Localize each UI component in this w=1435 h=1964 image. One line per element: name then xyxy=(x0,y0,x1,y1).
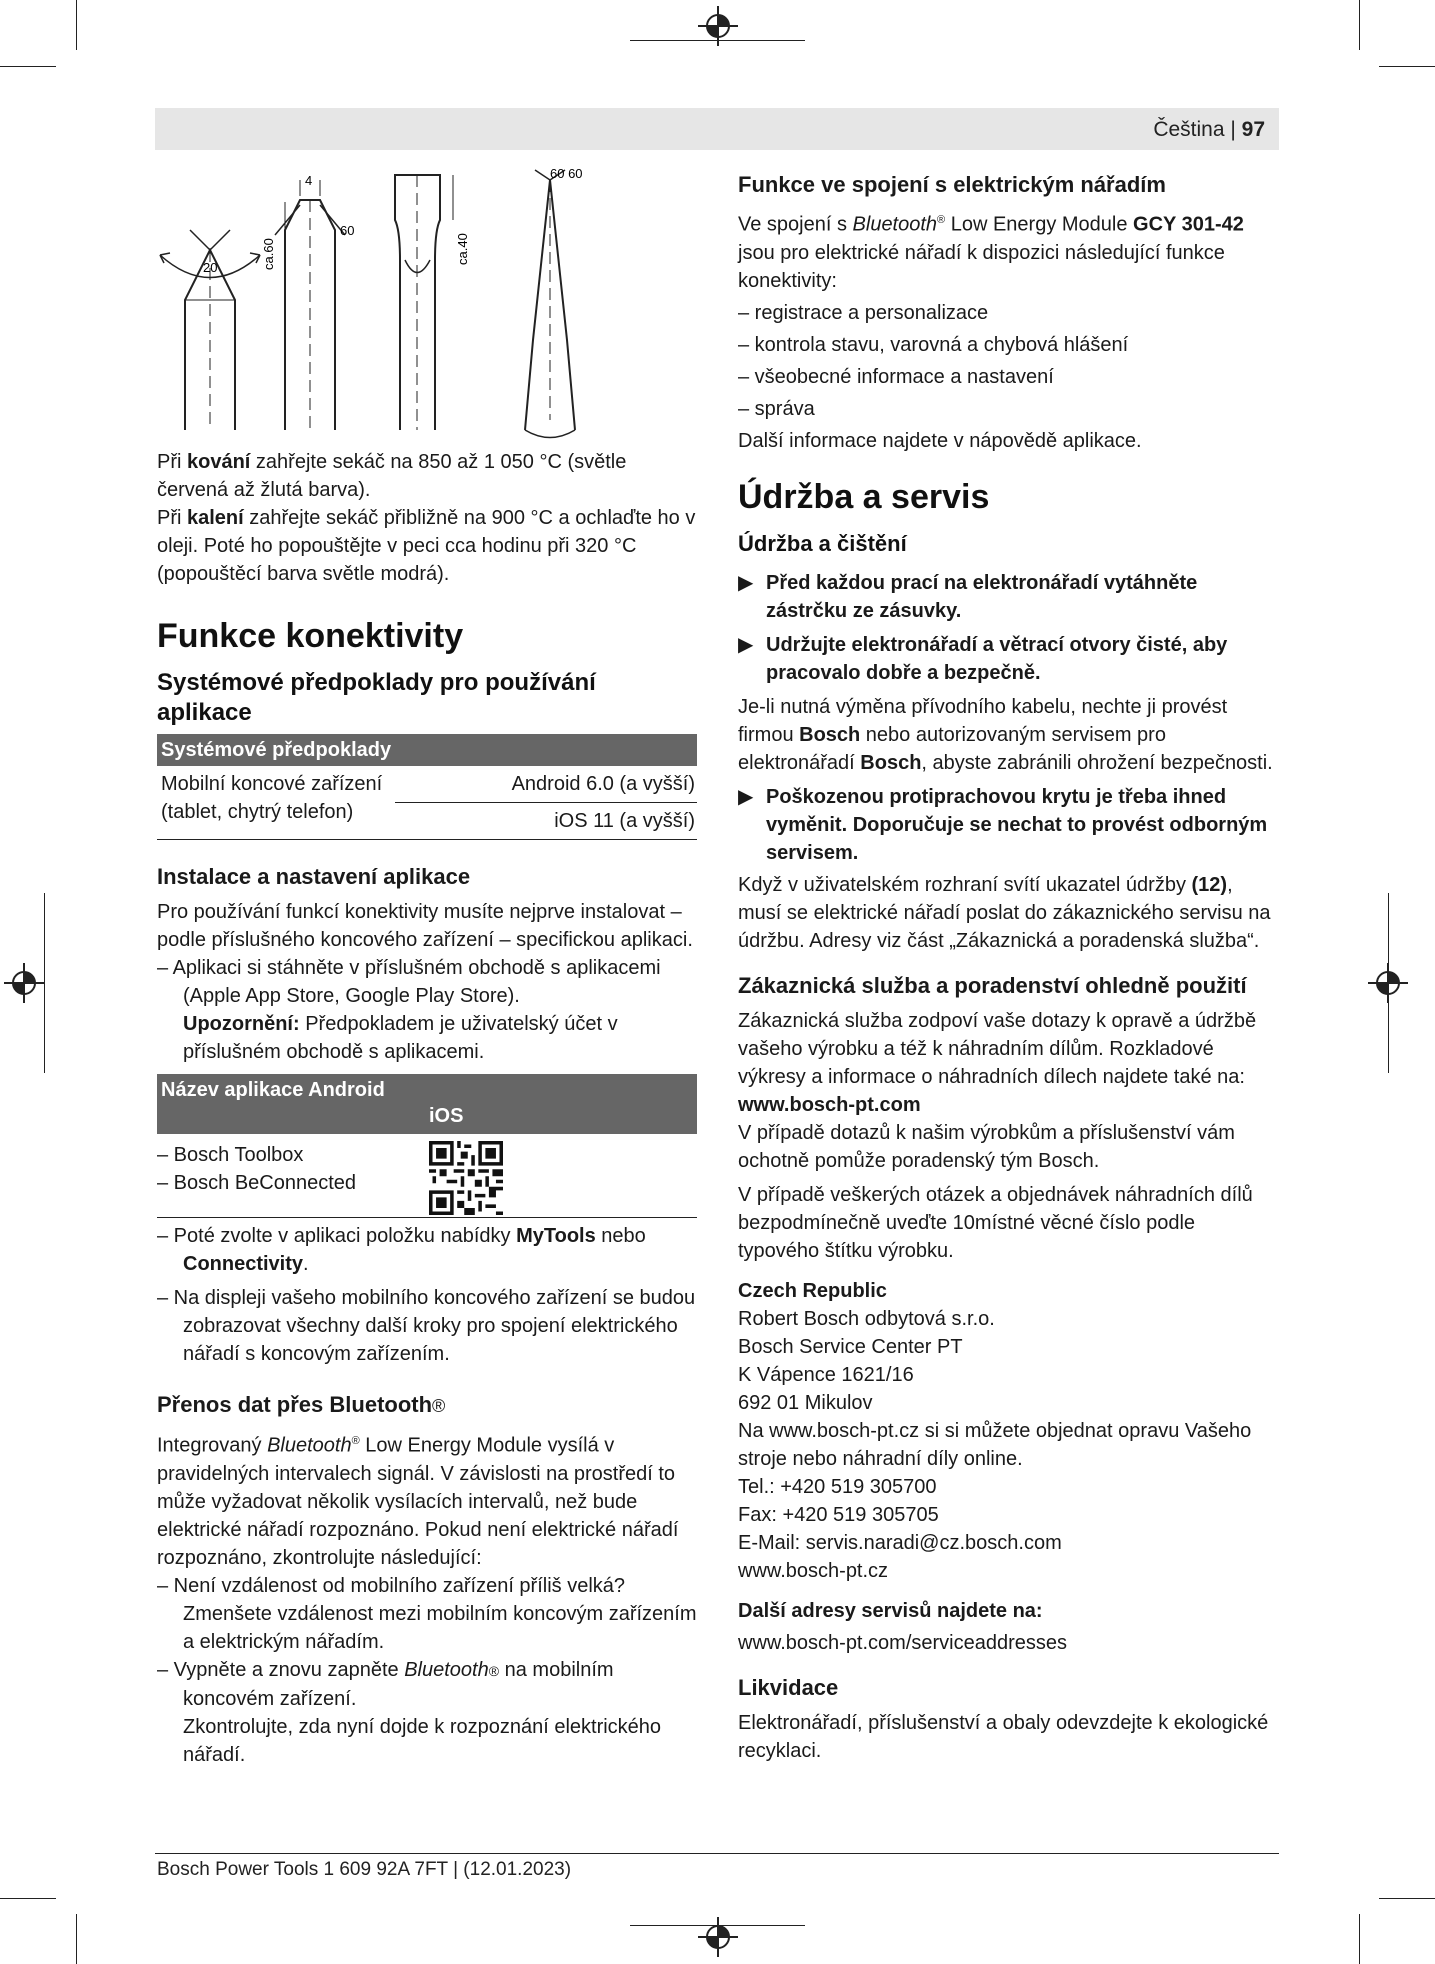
app-table-header-ios: iOS xyxy=(429,1105,464,1127)
qr-code-icon[interactable] xyxy=(429,1141,503,1215)
arrow-icon: ▶ xyxy=(738,571,754,594)
function-item: – registrace a personalizace xyxy=(738,301,989,324)
address-line: K Vápence 1621/16 xyxy=(738,1363,914,1386)
figure-label-4: 4 xyxy=(305,173,313,188)
header-language: Čeština xyxy=(1153,118,1225,141)
warning-item: ▶ Poškozenou protiprachovou krytu je třeba ihned vyměnit. Doporučuje se nechat to provést odborným servisem. xyxy=(738,783,1278,867)
crop-mark xyxy=(1359,0,1360,50)
figure-label-ca60: ca.60 xyxy=(261,238,276,270)
address-email[interactable]: E-Mail: servis.naradi@cz.bosch.com xyxy=(738,1531,1062,1554)
footer-text: Bosch Power Tools 1 609 92A 7FT | (12.01.2023) xyxy=(157,1859,572,1880)
heading-cleaning: Údržba a čištění xyxy=(738,530,907,556)
left-column xyxy=(157,448,697,1769)
crop-mark xyxy=(76,1914,77,1964)
registration-mark-icon xyxy=(2,961,46,1005)
page-header xyxy=(155,108,1279,150)
figure-label-20: 20 xyxy=(203,260,218,275)
customer-paragraph: Zákaznická služba zodpoví vaše dotazy k opravě a údržbě vašeho výrobku a též k náhradním dílům. Rozkladové výkresy a informace o náhradních dílech najdete také na: xyxy=(738,1009,1257,1088)
app-name-beconnected: – Bosch BeConnected xyxy=(157,1172,357,1194)
more-addresses-url[interactable]: www.bosch-pt.com/serviceaddresses xyxy=(738,1631,1068,1654)
address-url[interactable]: www.bosch-pt.cz xyxy=(738,1559,889,1582)
function-item: – správa xyxy=(738,397,815,420)
country-heading: Czech Republic xyxy=(738,1279,887,1302)
chisel-figure xyxy=(155,160,695,440)
function-item: – kontrola stavu, varovná a chybová hlášení xyxy=(738,333,1129,356)
crop-mark xyxy=(1379,1898,1435,1899)
figure-label-60: 60 xyxy=(340,223,355,238)
function-item: – všeobecné informace a nastavení xyxy=(738,365,1054,388)
address-line: Bosch Service Center PT xyxy=(738,1335,963,1358)
header-text xyxy=(1153,118,1265,142)
figure-label-ca40: ca.40 xyxy=(455,233,470,265)
cable-paragraph: Je-li nutná výměna přívodního kabelu, nechte ji provést firmou Bosch nebo autorizovaným servisem pro elektronářadí Bosch, abyste zabránili ohrožení bezpečnosti. xyxy=(738,695,1273,774)
footer-rule xyxy=(155,1853,1279,1854)
crop-mark xyxy=(0,66,56,67)
crop-mark xyxy=(76,0,77,50)
app-table-header-android: Název aplikace Android xyxy=(161,1079,385,1101)
heading-connectivity: Funkce konektivity xyxy=(157,617,464,655)
app-table-header xyxy=(157,1074,697,1134)
customer-paragraph: V případě dotazů k našim výrobkům a příslušenství vám ochotně pomůže poradenský tým Bosch. xyxy=(738,1121,1235,1172)
crop-mark xyxy=(1379,66,1435,67)
requirements-device: Mobilní koncové zařízení (tablet, chytrý telefon) xyxy=(161,773,383,823)
app-table xyxy=(157,1074,697,1218)
registration-mark-icon xyxy=(1366,961,1410,1005)
disposal-paragraph: Elektronářadí, příslušenství a obaly odevzdejte k ekologické recyklaci. xyxy=(738,1711,1269,1762)
heading-maintenance: Údržba a servis xyxy=(738,477,990,516)
install-paragraph: Pro používání funkcí konektivity musíte nejprve instalovat – podle příslušného koncového zařízení – specifickou aplikaci. xyxy=(157,901,693,951)
address-line: Fax: +420 519 305705 xyxy=(738,1503,939,1526)
crop-mark xyxy=(0,1898,56,1899)
bluetooth-dash-item: – Není vzdálenost od mobilního zařízení příliš velká? xyxy=(157,1574,626,1597)
heading-bluetooth: Přenos dat přes Bluetooth® xyxy=(157,1392,446,1417)
bluetooth-paragraph: Integrovaný Bluetooth® Low Energy Module vysílá v pravidelných intervalech signál. V závislosti na prostředí to může vyžadovat několik vysílacích intervalů, než bude elektrické nářadí rozpoznáno. Pokud není elektrické nářadí rozpoznáno, zkontrolujte následující: xyxy=(157,1434,679,1569)
arrow-icon: ▶ xyxy=(738,785,754,808)
heading-disposal: Likvidace xyxy=(738,1674,839,1700)
arrow-icon: ▶ xyxy=(738,633,754,656)
requirements-android: Android 6.0 (a vyšší) xyxy=(395,766,697,803)
address-line: Tel.: +420 519 305700 xyxy=(738,1475,937,1498)
address-line: Robert Bosch odbytová s.r.o. xyxy=(738,1307,995,1330)
select-menu-item: – Poté zvolte v aplikaci položku nabídky MyTools nebo Connectivity. xyxy=(157,1225,646,1275)
crop-mark xyxy=(1359,1914,1360,1964)
hardening-paragraph: Při kalení zahřejte sekáč přibližně na 900 °C a ochlaďte ho v oleji. Poté ho popouštějte v peci cca hodinu při 320 °C (popouštěcí barva světle modrá). xyxy=(157,507,696,585)
right-column xyxy=(738,172,1278,1765)
customer-paragraph: V případě veškerých otázek a objednávek náhradních dílů bezpodmínečně uveďte 10místné věcné číslo podle typového štítku výrobku. xyxy=(738,1183,1253,1262)
indicator-paragraph: Když v uživatelském rozhraní svítí ukazatel údržby (12), musí se elektrické nářadí poslat do zákaznického servisu na údržbu. Adresy viz část „Zákaznická a poradenská služba“. xyxy=(738,873,1271,952)
customer-url[interactable]: www.bosch-pt.com xyxy=(738,1093,921,1116)
heading-customer-service: Zákaznická služba a poradenství ohledně použití xyxy=(738,972,1247,998)
bluetooth-dash-item-detail: Zkontrolujte, zda nyní dojde k rozpoznání elektrického nářadí. xyxy=(183,1715,662,1766)
heading-system-requirements: Systémové předpoklady pro používání aplikace xyxy=(157,669,596,726)
registration-mark-icon xyxy=(696,4,740,48)
registration-mark-icon xyxy=(696,1915,740,1959)
heading-install: Instalace a nastavení aplikace xyxy=(157,864,471,889)
address-line: 692 01 Mikulov xyxy=(738,1391,873,1414)
requirements-ios: iOS 11 (a vyšší) xyxy=(554,810,695,832)
figure-label-6060: 60 60 xyxy=(550,166,583,181)
bluetooth-dash-item-detail: Zmenšete vzdálenost mezi mobilním koncovým zařízením a elektrickým nářadím. xyxy=(183,1602,697,1653)
warning-item: ▶ Udržujte elektronářadí a větrací otvory čisté, aby pracovalo dobře a bezpečně. xyxy=(738,631,1278,687)
address-line: Na www.bosch-pt.cz si si můžete objednat opravu Vašeho stroje nebo náhradní díly online. xyxy=(738,1419,1252,1470)
functions-more: Další informace najdete v nápovědě aplikace. xyxy=(738,429,1142,452)
functions-paragraph: Ve spojení s Bluetooth® Low Energy Module GCY 301-42 jsou pro elektrické nářadí k dispozici následující funkce konektivity: xyxy=(738,213,1244,292)
warning-item: ▶ Před každou prací na elektronářadí vytáhněte zástrčku ze zásuvky. xyxy=(738,569,1278,625)
bluetooth-dash-item: – Vypněte a znovu zapněte Bluetooth® na mobilním koncovém zařízení. xyxy=(157,1658,614,1710)
notice-paragraph: Upozornění: Předpokladem je uživatelský účet v příslušném obchodě s aplikacemi. xyxy=(183,1013,618,1063)
requirements-table-header: Systémové předpoklady xyxy=(157,734,697,766)
requirements-table xyxy=(157,734,697,840)
install-dash-item: – Aplikaci si stáhněte v příslušném obchodě s aplikacemi (Apple App Store, Google Play Store). xyxy=(157,957,661,1007)
display-steps-item: – Na displeji vašeho mobilního koncového zařízení se budou zobrazovat všechny další kroky pro spojení elektrického nářadí s koncovým zařízením. xyxy=(157,1287,696,1365)
page-number: 97 xyxy=(1241,118,1265,141)
more-addresses-label: Další adresy servisů najdete na: xyxy=(738,1599,1043,1622)
app-name-toolbox: – Bosch Toolbox xyxy=(157,1144,304,1166)
header-separator: | xyxy=(1224,118,1242,141)
forging-paragraph: Při kování zahřejte sekáč na 850 až 1 050 °C (světle červená až žlutá barva). xyxy=(157,451,627,501)
heading-functions: Funkce ve spojení s elektrickým nářadím xyxy=(738,172,1166,197)
